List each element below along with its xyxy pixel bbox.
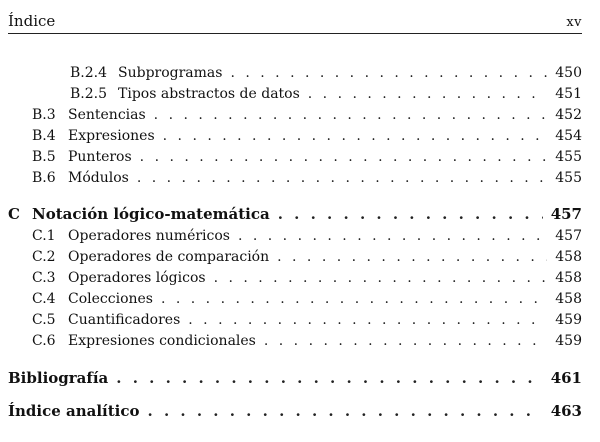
toc-entry-number: C.3 <box>32 270 56 286</box>
toc-entry-title: Punteros <box>68 149 132 165</box>
toc-chapter-entry <box>8 205 582 223</box>
toc-entry-number: B.4 <box>32 128 56 144</box>
toc-dot-leader <box>308 85 547 103</box>
toc-entry-number: C.5 <box>32 312 56 328</box>
toc-entry-number: C.4 <box>32 291 56 307</box>
toc-chapter-entry <box>8 402 582 420</box>
toc-entry <box>32 106 582 124</box>
toc-entry-title: Índice analítico <box>8 402 140 420</box>
toc-entry-page: 458 <box>555 270 582 286</box>
toc-dot-leader <box>214 269 548 287</box>
toc-dot-leader <box>137 169 547 187</box>
toc-dot-leader <box>238 227 547 245</box>
toc-dot-leader <box>230 64 547 82</box>
toc-entry-title: Módulos <box>68 170 129 186</box>
toc-entry <box>32 248 582 266</box>
toc-dot-leader <box>148 402 543 420</box>
toc-entry-number: B.6 <box>32 170 56 186</box>
toc-entry <box>32 227 582 245</box>
toc-entry-title: Operadores lógicos <box>68 270 206 286</box>
toc-entry-page: 461 <box>550 369 582 387</box>
toc-chapter-entry <box>8 369 582 387</box>
toc-entry-title: Sentencias <box>68 107 146 123</box>
header-rule <box>8 33 582 34</box>
toc-dot-leader <box>116 369 542 387</box>
toc-entry-number: C.2 <box>32 249 56 265</box>
toc-entry <box>70 85 582 103</box>
toc-entry-number: C <box>8 205 20 223</box>
toc-entry-number: B.2.4 <box>70 65 108 81</box>
toc-entry-page: 457 <box>555 228 582 244</box>
toc-entry-title: Cuantificadores <box>68 312 181 328</box>
toc-entry-number: B.2.5 <box>70 86 108 102</box>
toc-entry-title: Notación lógico-matemática <box>32 205 270 223</box>
toc-entry-page: 455 <box>555 170 582 186</box>
toc-entry <box>70 64 582 82</box>
toc-entry-page: 454 <box>555 128 582 144</box>
toc-entry-title: Bibliografía <box>8 369 109 387</box>
toc-dot-leader <box>264 332 547 350</box>
toc-entry <box>32 290 582 308</box>
header-title: Índice <box>8 12 56 30</box>
toc-dot-leader <box>140 148 548 166</box>
toc-dot-leader <box>188 311 547 329</box>
toc-dot-leader <box>163 127 548 145</box>
toc-entry-page: 455 <box>555 149 582 165</box>
toc-entry-title: Colecciones <box>68 291 153 307</box>
toc-entry <box>32 269 582 287</box>
toc-dot-leader <box>161 290 547 308</box>
toc-entry <box>32 169 582 187</box>
toc-entry <box>32 127 582 145</box>
toc-entry-number: B.5 <box>32 149 56 165</box>
toc-entry <box>32 148 582 166</box>
toc-entry-title: Operadores numéricos <box>68 228 230 244</box>
toc-entry-page: 463 <box>550 402 582 420</box>
toc-entry-title: Operadores de comparación <box>68 249 270 265</box>
toc-entry-title: Expresiones condicionales <box>68 333 256 349</box>
toc-entry-page: 457 <box>550 205 582 223</box>
toc-entry <box>32 311 582 329</box>
toc-entry-number: C.1 <box>32 228 56 244</box>
toc-entry-number: B.3 <box>32 107 56 123</box>
header-page-number: xv <box>566 15 582 30</box>
toc-entry-page: 459 <box>555 333 582 349</box>
running-header <box>8 12 582 34</box>
toc-entry-page: 459 <box>555 312 582 328</box>
toc-dot-leader <box>278 205 543 223</box>
toc-entry-number: C.6 <box>32 333 56 349</box>
toc-entry-page: 458 <box>555 291 582 307</box>
toc-dot-leader <box>154 106 548 124</box>
toc-entry-title: Expresiones <box>68 128 155 144</box>
toc-entry-page: 458 <box>555 249 582 265</box>
toc-entry-page: 451 <box>555 86 582 102</box>
toc-entry-title: Tipos abstractos de datos <box>118 86 300 102</box>
toc-dot-leader <box>277 248 547 266</box>
toc-entry <box>32 332 582 350</box>
toc-entry-title: Subprogramas <box>118 65 223 81</box>
toc-entry-page: 450 <box>555 65 582 81</box>
toc-entry-page: 452 <box>555 107 582 123</box>
